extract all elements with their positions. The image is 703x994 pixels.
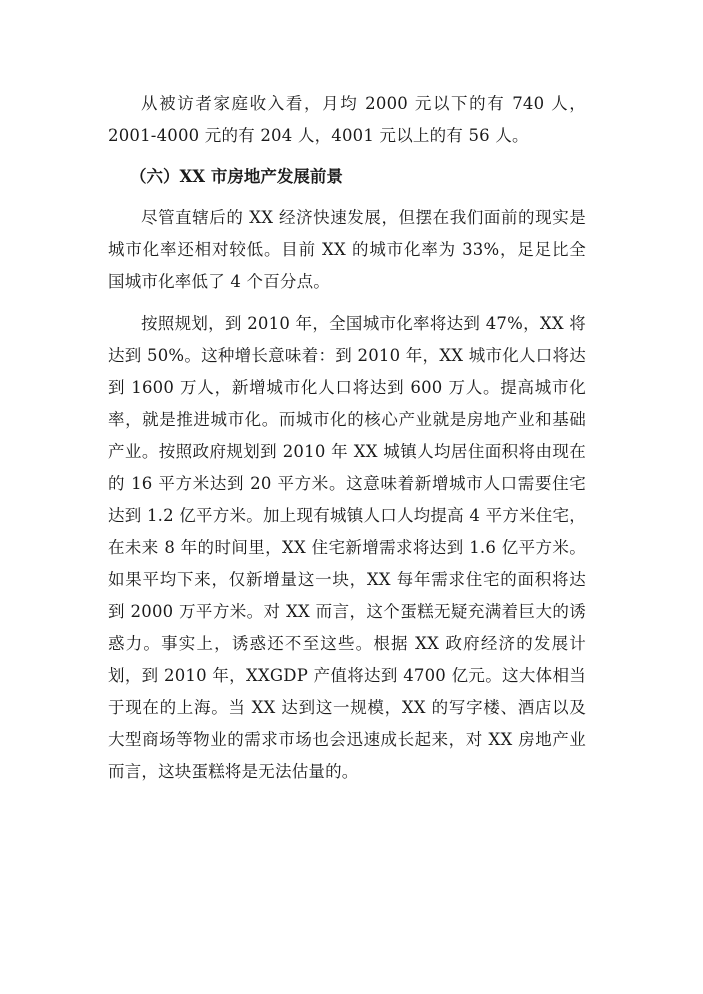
- section-heading: （六）XX 市房地产发展前景: [130, 167, 343, 186]
- paragraph-urbanization: 尽管直辖后的 XX 经济快速发展，但摆在我们面前的现实是城市化率还相对较低。目前 XX 的城市化率为 33%，足足比全国城市化率低了 4 个百分点。: [108, 208, 586, 291]
- document-body: [108, 88, 586, 788]
- paragraph-plan: 按照规划，到 2010 年，全国城市化率将达到 47%，XX 将达到 50%。这种增长意味着：到 2010 年，XX 城市化人口将达到 1600 万人，新增城市化人口将达到 600 万人。提高城市化率，就是推进城市化。而城市化的核心产业就是房地产业和基础产业。按照政府规划到 2010 年 XX 城镇人均居住面积将由现在的 16 平方米达到 20 平方米。这意味着新增城市人口需要住宅达到 1.2 亿平方米。加上现有城镇人口人均提高 4 平方米住宅，在未来 8 年的时间里，XX 住宅新增需求将达到 1.6 亿平方米。如果平均下来，仅新增量这一块，XX 每年需求住宅的面积将达到 2000 万平方米。对 XX 而言，这个蛋糕无疑充满着巨大的诱惑力。事实上，诱惑还不至这些。根据 XX 政府经济的发展计划，到 2010 年，XXGDP 产值将达到 4700 亿元。这大体相当于现在的上海。当 XX 达到这一规模，XX 的写字楼、酒店以及大型商场等物业的需求市场也会迅速成长起来，对 XX 房地产业而言，这块蛋糕将是无法估量的。: [108, 314, 586, 781]
- paragraph-income: 从被访者家庭收入看，月均 2000 元以下的有 740 人，2001-4000 元的有 204 人，4001 元以上的有 56 人。: [108, 94, 586, 145]
